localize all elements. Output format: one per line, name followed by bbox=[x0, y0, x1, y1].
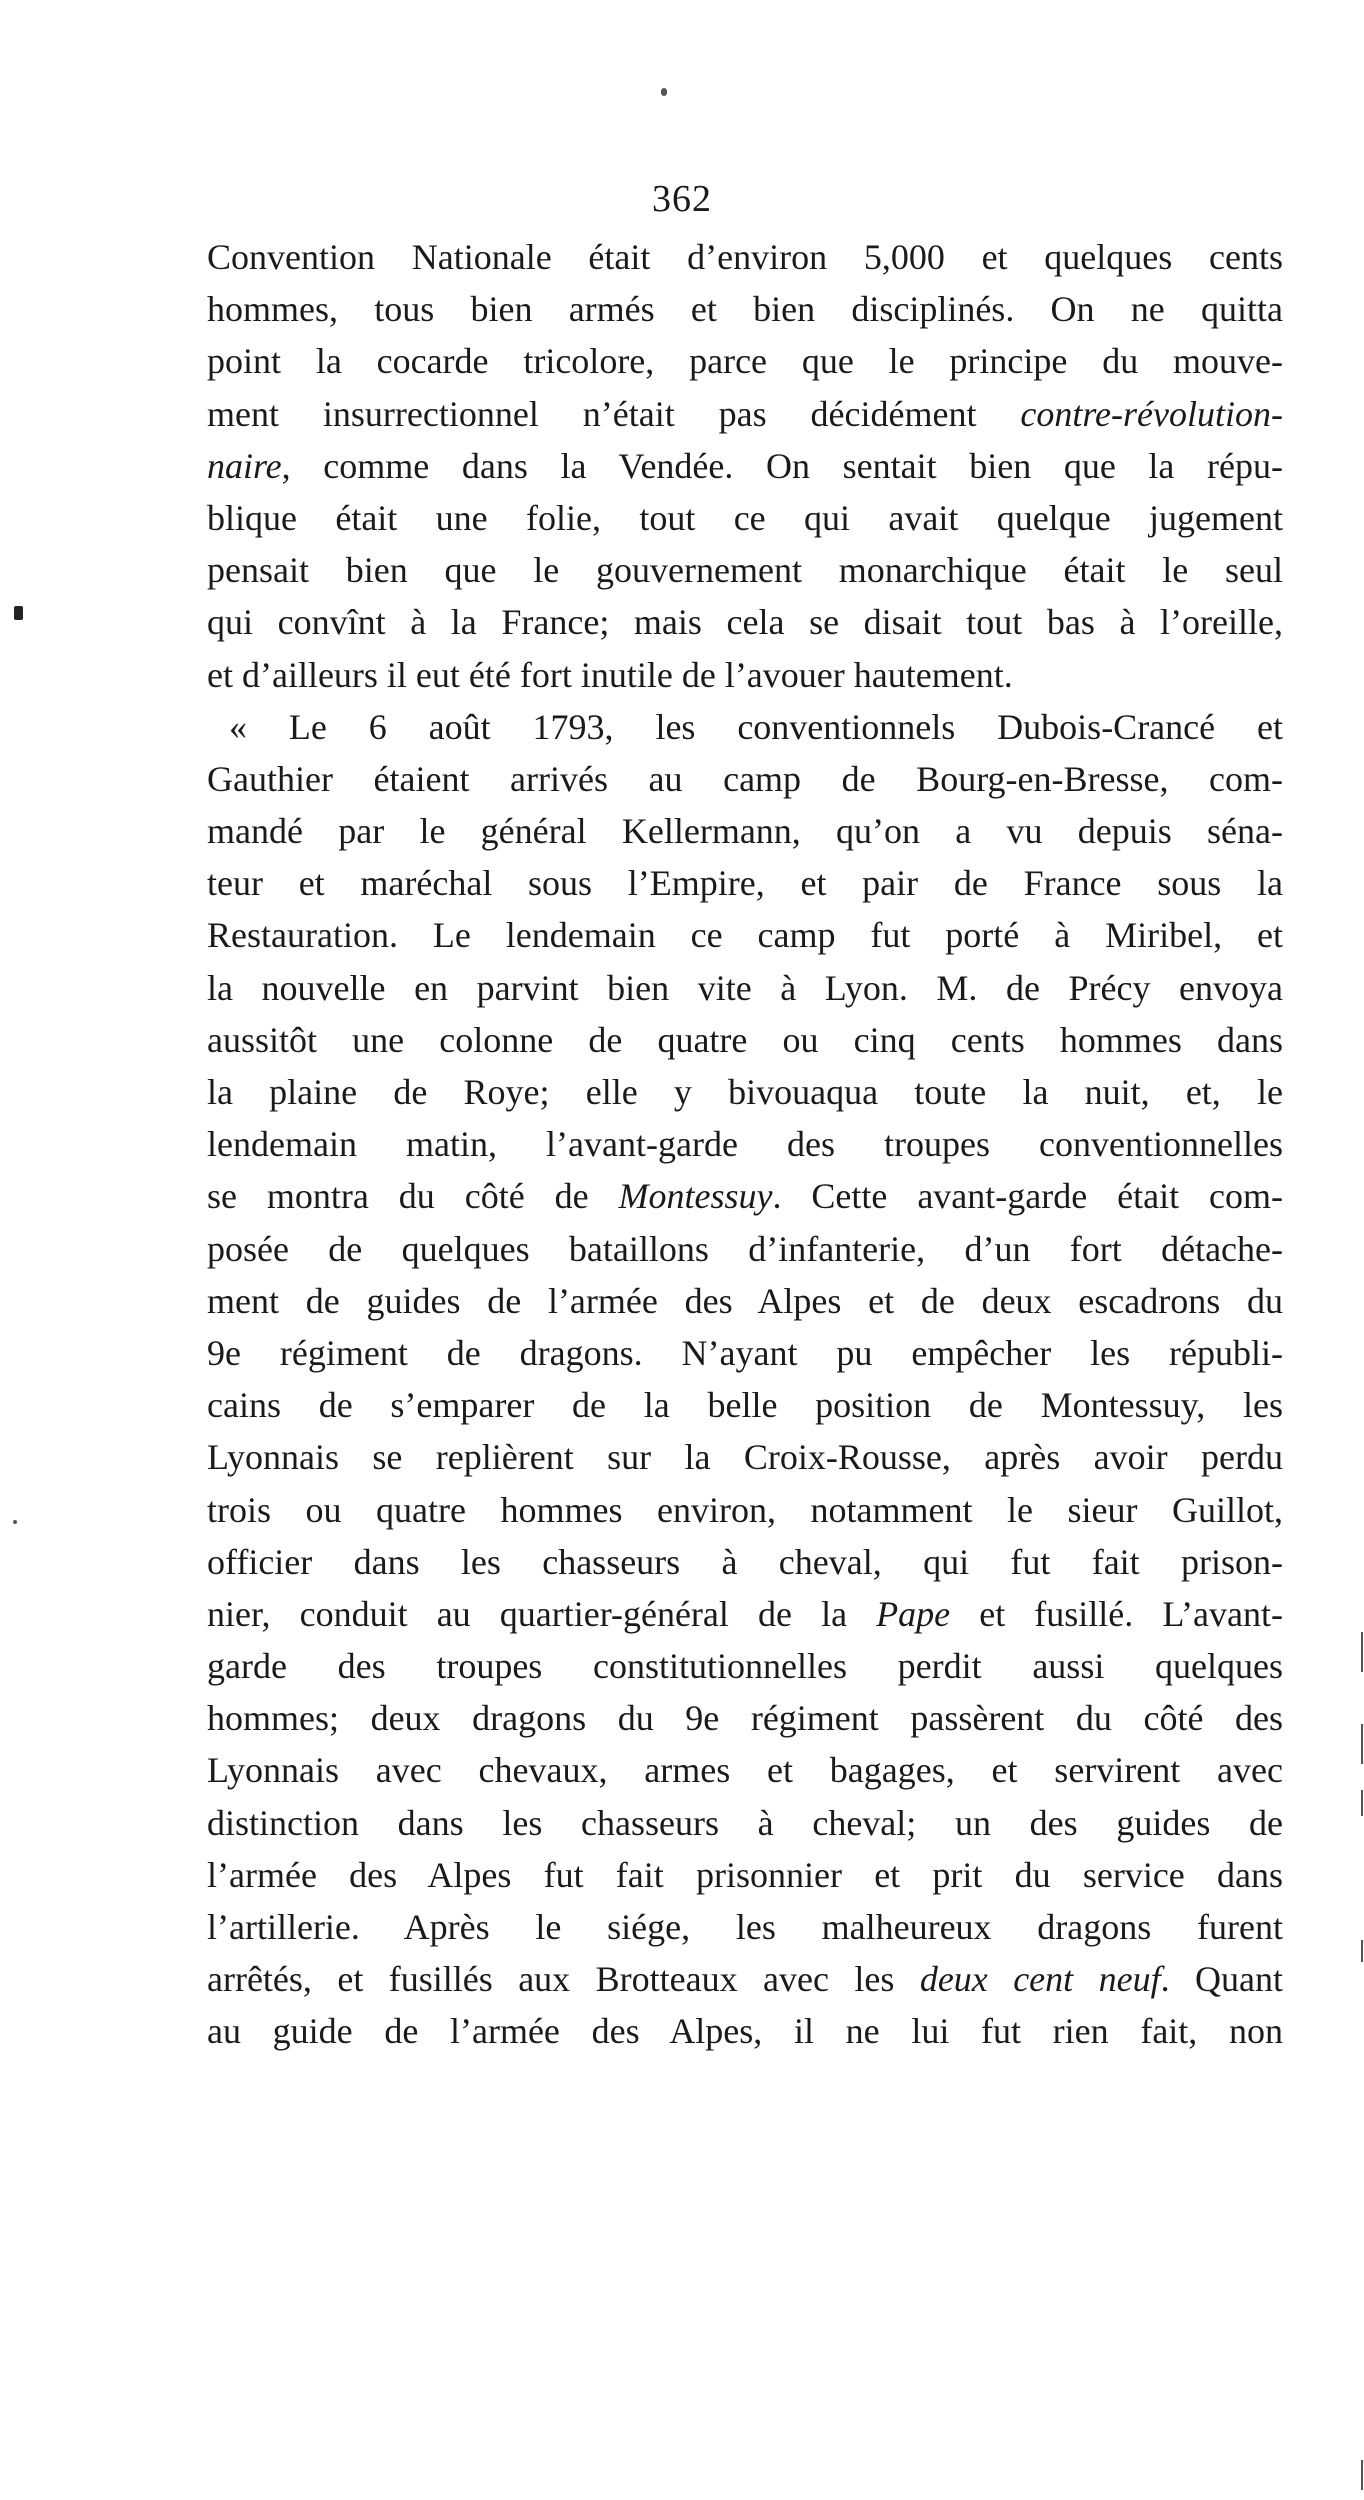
text-line: au guide de l’armée des Alpes, il ne lui fut rien fait, non bbox=[207, 2011, 1283, 2052]
text-line: posée de quelques bataillons d’infanterie, d’un fort détache- bbox=[207, 1228, 1283, 1269]
text-line: se montra du côté de Montessuy. Cette avant-garde était com- bbox=[207, 1176, 1283, 1217]
margin-line bbox=[1361, 2460, 1363, 2490]
text-line: l’armée des Alpes fut fait prisonnier et prit du service dans bbox=[207, 1854, 1283, 1895]
text-line: Lyonnais avec chevaux, armes et bagages, et servirent avec bbox=[207, 1750, 1283, 1791]
text-line: officier dans les chasseurs à cheval, qui fut fait prison- bbox=[207, 1541, 1283, 1582]
text-line: garde des troupes constitutionnelles perdit aussi quelques bbox=[207, 1646, 1283, 1687]
scan-speck bbox=[14, 606, 23, 620]
margin-line bbox=[1361, 1724, 1363, 1764]
text-line: l’artillerie. Après le siége, les malheureux dragons furent bbox=[207, 1907, 1283, 1947]
margin-line bbox=[1361, 1940, 1363, 1962]
text-line: ment insurrectionnel n’était pas décidément contre-révolution- bbox=[207, 393, 1283, 434]
text-line: aussitôt une colonne de quatre ou cinq cents hommes dans bbox=[207, 1019, 1283, 1060]
scan-speck bbox=[13, 1520, 17, 1524]
text-line: 9e régiment de dragons. N’ayant pu empêcher les républi- bbox=[207, 1332, 1283, 1373]
text-line: mandé par le général Kellermann, qu’on a vu depuis séna- bbox=[207, 811, 1283, 852]
text-line: Convention Nationale était d’environ 5,000 et quelques cents bbox=[207, 237, 1283, 277]
text-line: Lyonnais se replièrent sur la Croix-Rousse, après avoir perdu bbox=[207, 1437, 1283, 1478]
text-line: blique était une folie, tout ce qui avait quelque jugement bbox=[207, 497, 1283, 538]
text-line: la plaine de Roye; elle y bivouaqua toute la nuit, et, le bbox=[207, 1072, 1283, 1112]
text-line: distinction dans les chasseurs à cheval; un des guides de bbox=[207, 1802, 1283, 1843]
text-line: « Le 6 août 1793, les conventionnels Dubois-Crancé et bbox=[229, 706, 1283, 747]
text-line: et d’ailleurs il eut été fort inutile de l’avouer hautement. bbox=[207, 654, 1013, 695]
text-line: Restauration. Le lendemain ce camp fut porté à Miribel, et bbox=[207, 915, 1283, 956]
text-line: hommes; deux dragons du 9e régiment passèrent du côté des bbox=[207, 1698, 1283, 1739]
text-line: trois ou quatre hommes environ, notamment le sieur Guillot, bbox=[207, 1489, 1283, 1530]
text-line: naire, comme dans la Vendée. On sentait bien que la répu- bbox=[207, 445, 1283, 486]
text-line: point la cocarde tricolore, parce que le principe du mouve- bbox=[207, 341, 1283, 382]
page-number: 362 bbox=[652, 178, 712, 220]
text-line: qui convînt à la France; mais cela se disait tout bas à l’oreille, bbox=[207, 602, 1283, 643]
margin-line bbox=[1361, 1632, 1363, 1672]
text-line: la nouvelle en parvint bien vite à Lyon. M. de Précy envoya bbox=[207, 967, 1283, 1008]
text-line: lendemain matin, l’avant-garde des troupes conventionnelles bbox=[207, 1124, 1283, 1165]
text-line: arrêtés, et fusillés aux Brotteaux avec les deux cent neuf. Quant bbox=[207, 1959, 1283, 2000]
body-text bbox=[207, 231, 1283, 2058]
text-line: hommes, tous bien armés et bien disciplinés. On ne quitta bbox=[207, 289, 1283, 330]
scan-speck bbox=[661, 88, 667, 96]
text-line: ment de guides de l’armée des Alpes et de deux escadrons du bbox=[207, 1280, 1283, 1321]
text-line: Gauthier étaient arrivés au camp de Bourg-en-Bresse, com- bbox=[207, 758, 1283, 799]
text-line: cains de s’emparer de la belle position de Montessuy, les bbox=[207, 1385, 1283, 1426]
margin-line bbox=[1361, 1790, 1363, 1816]
text-line: teur et maréchal sous l’Empire, et pair de France sous la bbox=[207, 863, 1283, 904]
text-line: nier, conduit au quartier-général de la Pape et fusillé. L’avant- bbox=[207, 1593, 1283, 1634]
text-line: pensait bien que le gouvernement monarchique était le seul bbox=[207, 550, 1283, 591]
